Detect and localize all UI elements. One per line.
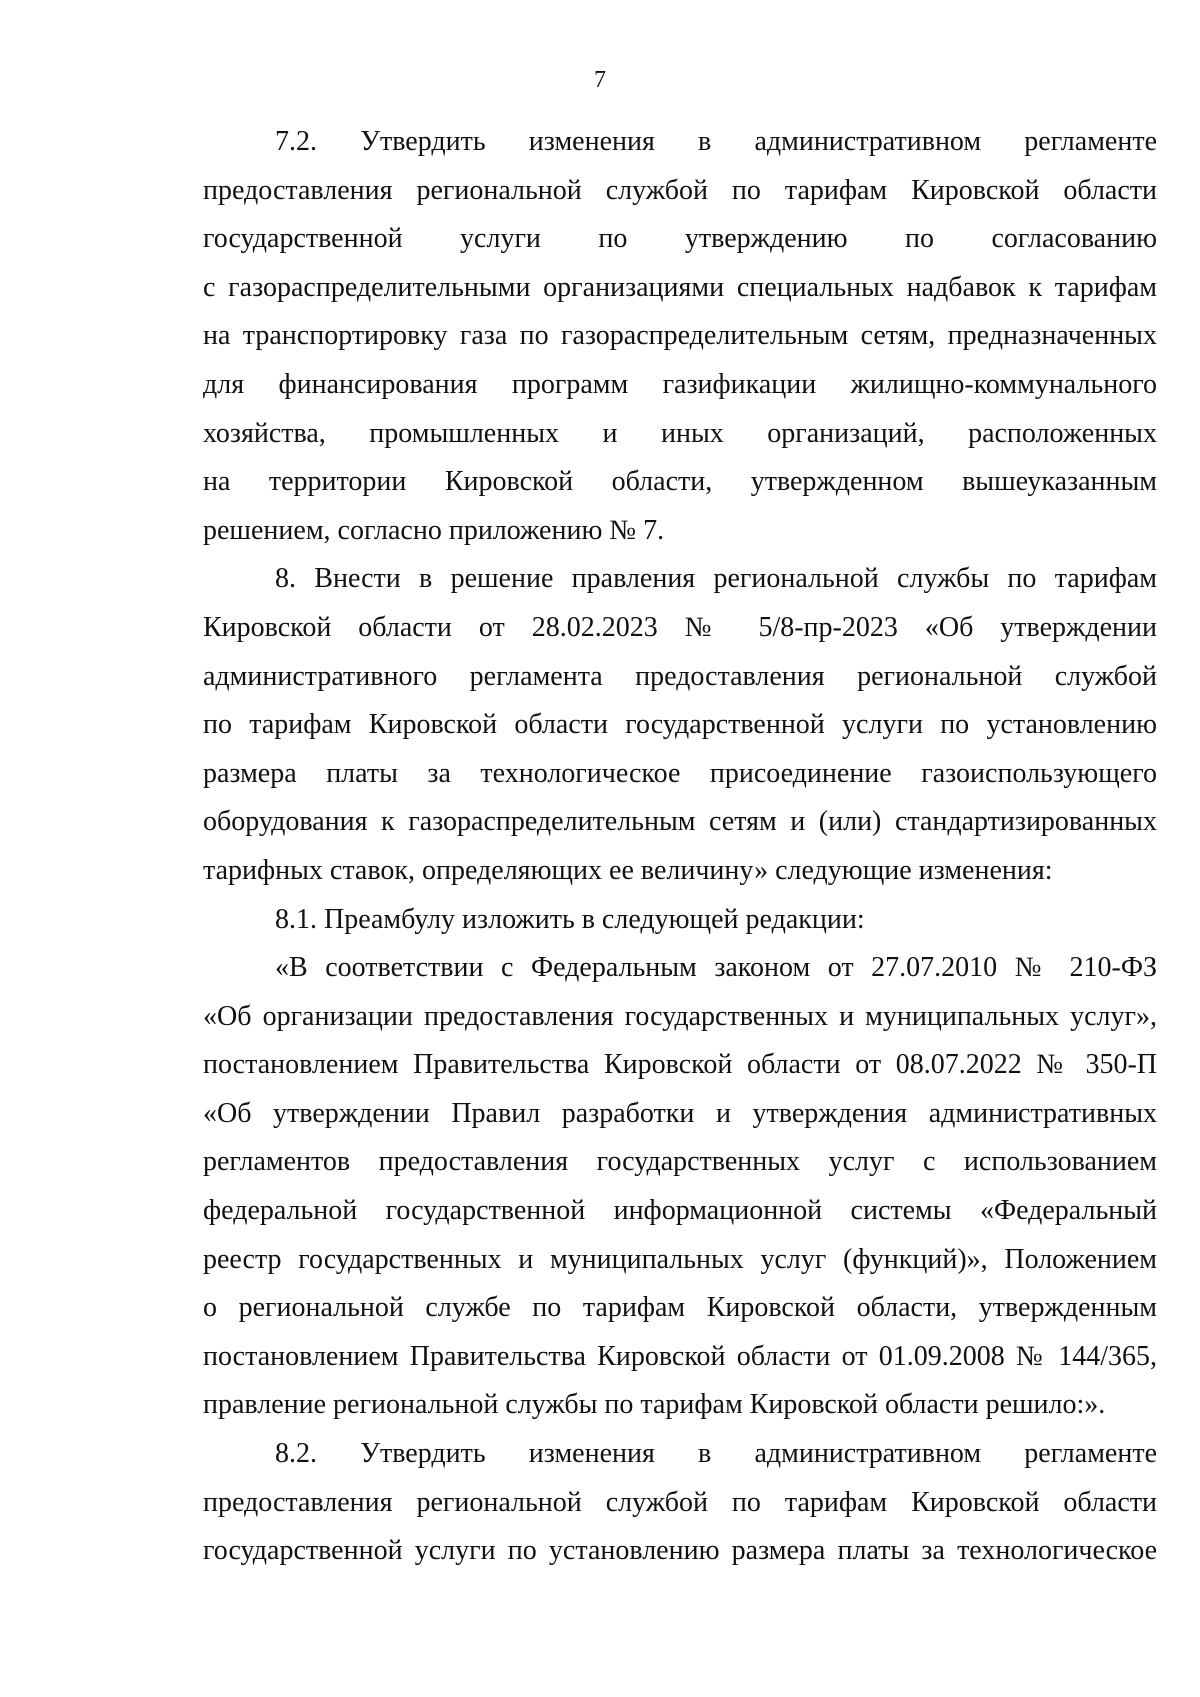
text-line: постановлением Правительства Кировской области от 08.07.2022 № 350-П: [203, 1049, 1157, 1081]
text-line: решением, согласно приложению № 7.: [203, 514, 665, 546]
text-line: государственной услуги по установлению размера платы за технологическое: [203, 1535, 1157, 1567]
text-line: административного регламента предоставления региональной службой: [203, 660, 1157, 692]
text-line: «Об организации предоставления государственных и муниципальных услуг»,: [203, 1000, 1157, 1032]
paragraph-8-2: [203, 1430, 1157, 1576]
text-line: Кировской области от 28.02.2023 № 5/8-пр-2023 «Об утверждении: [203, 611, 1157, 643]
text-line: по тарифам Кировской области государственной услуги по установлению: [203, 709, 1157, 741]
text-line: 7.2. Утвердить изменения в административном регламенте: [275, 126, 1157, 157]
text-line: федеральной государственной информационной системы «Федеральный: [203, 1195, 1157, 1227]
paragraph-8-1-preamble-quote: [203, 944, 1157, 1430]
text-line: для финансирования программ газификации жилищно-коммунального: [203, 368, 1157, 400]
text-line: на территории Кировской области, утвержденном вышеуказанным: [203, 466, 1157, 498]
text-line: «Об утверждении Правил разработки и утверждения административных: [203, 1097, 1157, 1129]
paragraph-8-1: [203, 896, 1157, 945]
text-line: на транспортировку газа по газораспределительным сетям, предназначенных: [203, 320, 1157, 352]
text-line: хозяйства, промышленных и иных организаций, расположенных: [203, 417, 1157, 449]
text-line: с газораспределительными организациями специальных надбавок к тарифам: [203, 271, 1157, 303]
text-line: 8. Внести в решение правления региональной службы по тарифам: [275, 563, 1157, 595]
text-line: тарифных ставок, определяющих ее величину» следующие изменения:: [203, 854, 1053, 886]
text-line: государственной услуги по утверждению по согласованию: [203, 223, 1157, 255]
text-line: оборудования к газораспределительным сетям и (или) стандартизированных: [203, 806, 1157, 838]
text-line: 8.1. Преамбулу изложить в следующей редакции:: [275, 903, 865, 935]
text-line: постановлением Правительства Кировской области от 01.09.2008 № 144/365,: [203, 1340, 1157, 1372]
text-line: о региональной службе по тарифам Кировской области, утвержденным: [203, 1292, 1157, 1324]
text-line: «В соответствии с Федеральным законом от 27.07.2010 № 210-ФЗ: [275, 952, 1157, 984]
text-line: регламентов предоставления государственных услуг с использованием: [203, 1146, 1157, 1178]
paragraph-8: [203, 555, 1157, 895]
text-line: реестр государственных и муниципальных услуг (функций)», Положением: [203, 1243, 1157, 1275]
page-number: 7: [594, 67, 606, 93]
document-body: [203, 118, 1157, 1576]
text-line: предоставления региональной службой по тарифам Кировской области: [203, 1486, 1157, 1518]
text-line: 8.2. Утвердить изменения в административном регламенте: [275, 1438, 1157, 1470]
paragraph-7-2: [203, 118, 1157, 555]
text-line: размера платы за технологическое присоединение газоиспользующего: [203, 757, 1157, 789]
text-line: правление региональной службы по тарифам Кировской области решило:».: [203, 1389, 1106, 1421]
text-line: предоставления региональной службой по тарифам Кировской области: [203, 174, 1157, 206]
